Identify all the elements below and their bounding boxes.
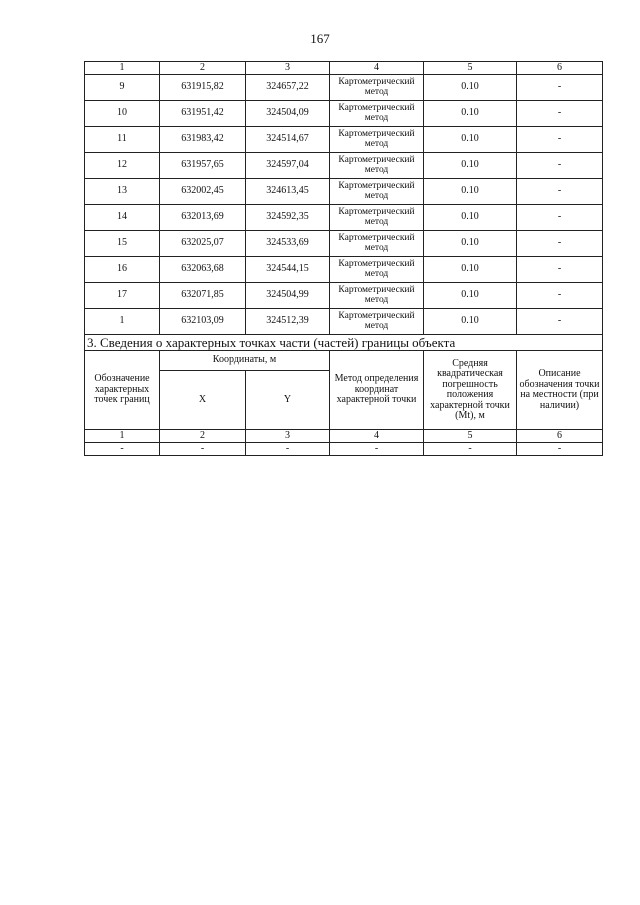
point-cell: 14 [85, 205, 160, 231]
section3-body [85, 335, 603, 456]
point-cell: 12 [85, 153, 160, 179]
error-cell: 0.10 [424, 309, 517, 335]
column-number-cell: 2 [160, 62, 246, 75]
method-cell: Картометрический метод [330, 309, 424, 335]
point-cell: 17 [85, 283, 160, 309]
error-cell: 0.10 [424, 179, 517, 205]
method-cell: Картометрический метод [330, 153, 424, 179]
error-cell: 0.10 [424, 231, 517, 257]
column-number-row [85, 430, 603, 443]
method-cell: Картометрический метод [330, 205, 424, 231]
y-coordinate-cell: 324504,09 [246, 101, 330, 127]
x-coordinate-cell: 631915,82 [160, 75, 246, 101]
column-number-cell: 5 [424, 430, 517, 443]
column-number-cell: 3 [246, 62, 330, 75]
point-cell: 9 [85, 75, 160, 101]
point-cell: 11 [85, 127, 160, 153]
y-coordinate-cell: 324512,39 [246, 309, 330, 335]
table-row [85, 257, 603, 283]
y-coordinate-cell: 324597,04 [246, 153, 330, 179]
x-coordinate-cell: 632063,68 [160, 257, 246, 283]
method-cell: Картометрический метод [330, 101, 424, 127]
empty-cell: - [85, 443, 160, 456]
x-coordinate-cell: 632025,07 [160, 231, 246, 257]
description-cell: - [517, 101, 603, 127]
header-y: Y [246, 371, 330, 430]
coordinates-table [84, 61, 603, 456]
y-coordinate-cell: 324613,45 [246, 179, 330, 205]
description-cell: - [517, 205, 603, 231]
y-coordinate-cell: 324657,22 [246, 75, 330, 101]
error-cell: 0.10 [424, 205, 517, 231]
column-number-cell: 1 [85, 62, 160, 75]
section-title-row [85, 335, 603, 351]
method-cell: Картометрический метод [330, 283, 424, 309]
description-cell: - [517, 153, 603, 179]
x-coordinate-cell: 631951,42 [160, 101, 246, 127]
column-number-cell: 6 [517, 62, 603, 75]
error-cell: 0.10 [424, 127, 517, 153]
x-coordinate-cell: 631983,42 [160, 127, 246, 153]
table-row [85, 443, 603, 456]
method-cell: Картометрический метод [330, 179, 424, 205]
method-cell: Картометрический метод [330, 231, 424, 257]
method-cell: Картометрический метод [330, 127, 424, 153]
y-coordinate-cell: 324592,35 [246, 205, 330, 231]
column-number-cell: 4 [330, 62, 424, 75]
page-number: 167 [310, 31, 330, 46]
header-description: Описание обозначения точки на местности (при наличии) [517, 351, 603, 430]
table1-body [85, 62, 603, 335]
section-header-row [85, 351, 603, 371]
y-coordinate-cell: 324533,69 [246, 231, 330, 257]
column-number-row [85, 62, 603, 75]
table-row [85, 153, 603, 179]
description-cell: - [517, 309, 603, 335]
error-cell: 0.10 [424, 283, 517, 309]
point-cell: 16 [85, 257, 160, 283]
y-coordinate-cell: 324544,15 [246, 257, 330, 283]
y-coordinate-cell: 324514,67 [246, 127, 330, 153]
description-cell: - [517, 283, 603, 309]
error-cell: 0.10 [424, 101, 517, 127]
method-cell: Картометрический метод [330, 75, 424, 101]
column-number-cell: 6 [517, 430, 603, 443]
point-cell: 13 [85, 179, 160, 205]
method-cell: Картометрический метод [330, 257, 424, 283]
description-cell: - [517, 257, 603, 283]
column-number-cell: 2 [160, 430, 246, 443]
description-cell: - [517, 231, 603, 257]
x-coordinate-cell: 631957,65 [160, 153, 246, 179]
x-coordinate-cell: 632071,85 [160, 283, 246, 309]
column-number-cell: 4 [330, 430, 424, 443]
error-cell: 0.10 [424, 257, 517, 283]
table-row [85, 205, 603, 231]
empty-cell: - [330, 443, 424, 456]
table-row [85, 75, 603, 101]
error-cell: 0.10 [424, 75, 517, 101]
description-cell: - [517, 127, 603, 153]
empty-cell: - [160, 443, 246, 456]
table-row [85, 127, 603, 153]
table-row [85, 283, 603, 309]
x-coordinate-cell: 632002,45 [160, 179, 246, 205]
point-cell: 15 [85, 231, 160, 257]
section-title: 3. Сведения о характерных точках части (частей) границы объекта [85, 335, 603, 351]
header-coordinates: Координаты, м [160, 351, 330, 371]
x-coordinate-cell: 632013,69 [160, 205, 246, 231]
table-row [85, 179, 603, 205]
empty-cell: - [424, 443, 517, 456]
header-designation: Обозначение характерных точек границ [85, 351, 160, 430]
column-number-cell: 3 [246, 430, 330, 443]
table-row [85, 231, 603, 257]
table-row [85, 101, 603, 127]
header-x: X [160, 371, 246, 430]
column-number-cell: 1 [85, 430, 160, 443]
x-coordinate-cell: 632103,09 [160, 309, 246, 335]
header-method: Метод определения координат характерной точки [330, 351, 424, 430]
header-error: Средняя квадратическая погрешность положения характерной точки (Мt), м [424, 351, 517, 430]
column-number-cell: 5 [424, 62, 517, 75]
description-cell: - [517, 75, 603, 101]
y-coordinate-cell: 324504,99 [246, 283, 330, 309]
empty-cell: - [246, 443, 330, 456]
error-cell: 0.10 [424, 153, 517, 179]
empty-cell: - [517, 443, 603, 456]
description-cell: - [517, 179, 603, 205]
table-row [85, 309, 603, 335]
point-cell: 10 [85, 101, 160, 127]
point-cell: 1 [85, 309, 160, 335]
